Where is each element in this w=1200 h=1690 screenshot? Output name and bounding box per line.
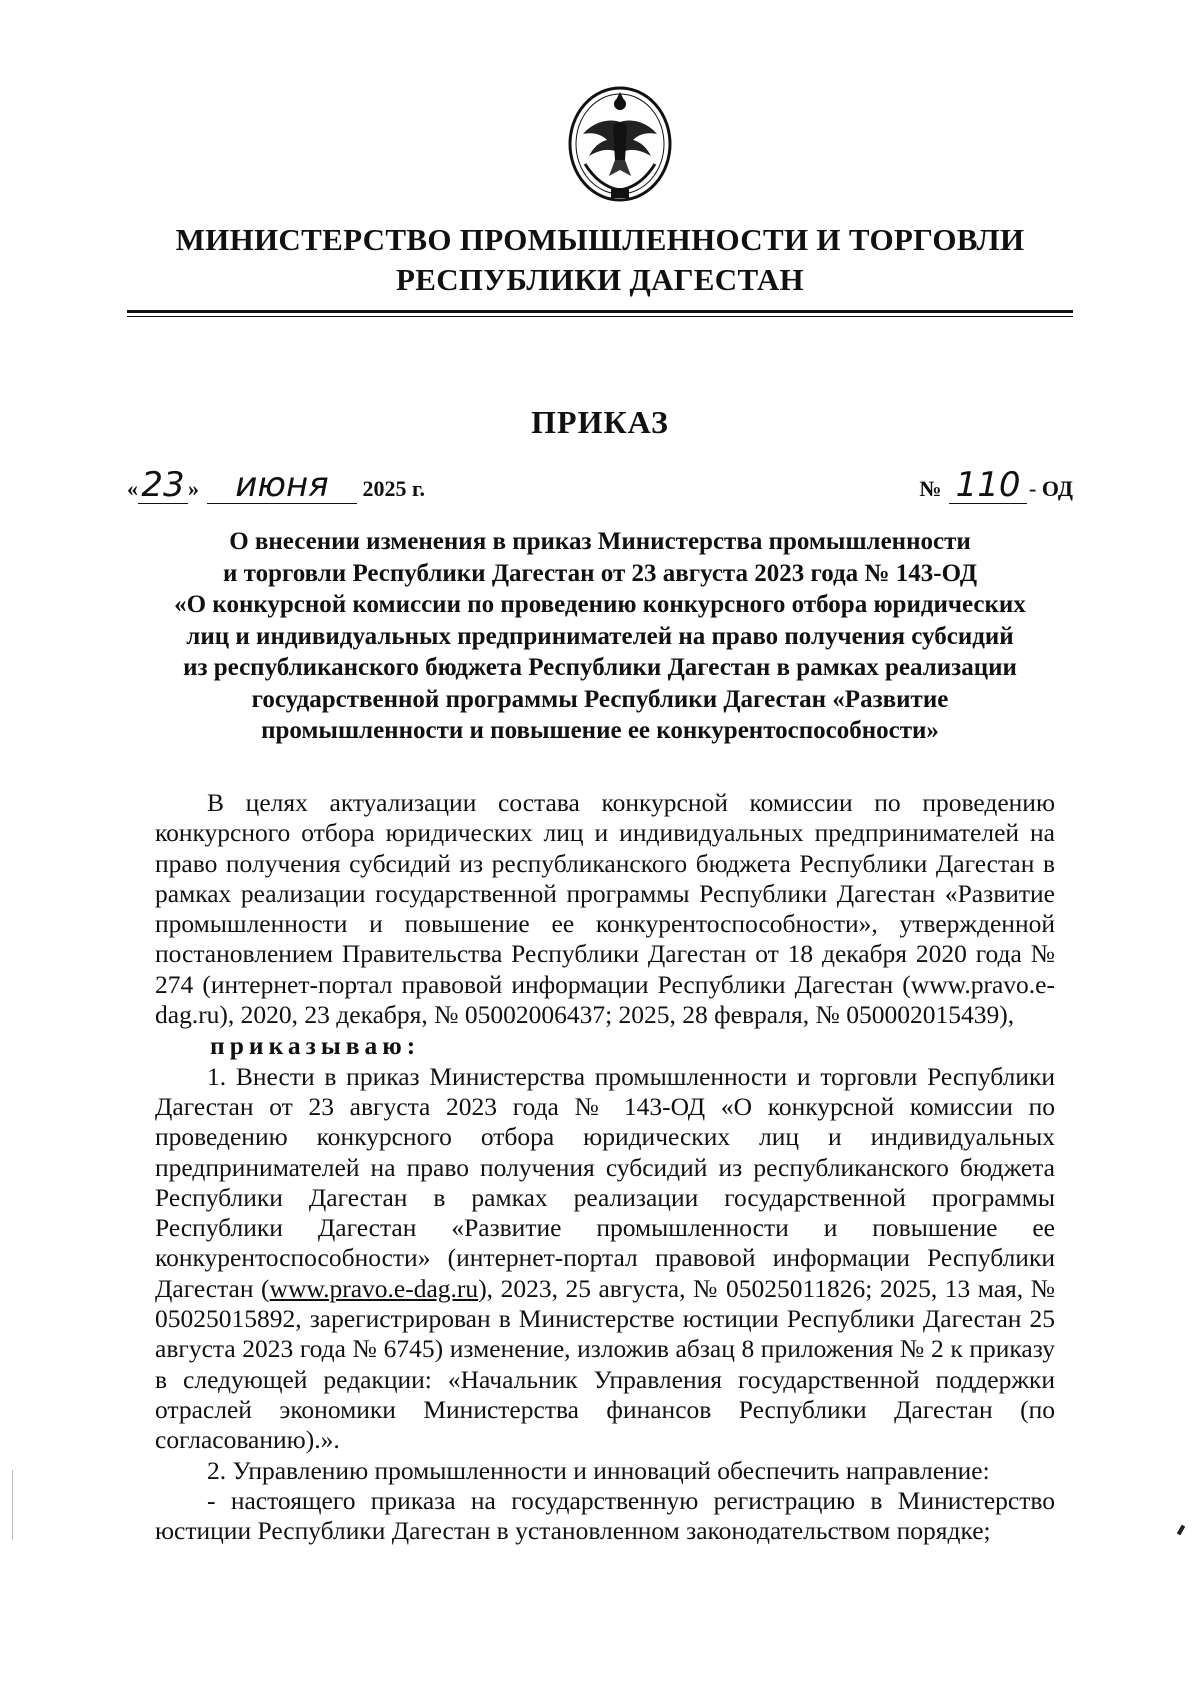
ministry-name <box>120 220 1080 300</box>
pen-mark <box>1177 1525 1185 1536</box>
item-2-paragraph: 2. Управлению промышленности и инноваций обеспечить направление: <box>207 1455 990 1485</box>
order-date <box>127 467 425 504</box>
ministry-name-line1: МИНИСТЕРСТВО ПРОМЫШЛЕННОСТИ И ТОРГОВЛИ <box>175 222 1025 257</box>
handwritten-day: 23 <box>138 467 188 504</box>
dagestan-coat-of-arms-icon <box>565 84 675 208</box>
order-heading <box>150 526 1050 747</box>
heading-line: промышленности и повышение ее конкурентоспособности» <box>261 717 939 744</box>
order-body <box>155 788 1055 1546</box>
order-number-suffix: - ОД <box>1029 476 1073 501</box>
scan-margin-mark <box>12 1470 13 1540</box>
order-number-prefix: № <box>919 476 942 501</box>
pravo-portal-link[interactable]: www.pravo.e-dag.ru <box>269 1273 479 1303</box>
handwritten-month: июня <box>207 467 357 504</box>
order-title: ПРИКАЗ <box>531 404 669 440</box>
date-quote-open: « <box>127 476 138 501</box>
handwritten-order-number: 110 <box>949 467 1027 504</box>
order-word: приказываю: <box>210 1031 421 1061</box>
header-rule <box>127 310 1073 313</box>
order-year: 2025 г. <box>362 476 426 501</box>
item-1-text-cont: ), 2023, 25 августа, № 05025011826; 2025, 13 мая, № 05025015892, зарегистрирован в Министерстве юстиции Республики Дагестан 25 августа 2023 года № 6745) изменение, изложив абзац 8 приложения № 2 к приказу в следующей редакции: «Начальник Управления государственной поддержки отраслей экономики Министерства финансов Республики Дагестан (по согласованию).». <box>155 1273 1055 1455</box>
heading-line: О внесении изменения в приказ Министерства промышленности <box>229 528 971 555</box>
heading-line: и торговли Республики Дагестан от 23 августа 2023 года № 143-ОД <box>222 559 978 587</box>
item-1-paragraph <box>155 1062 1055 1456</box>
heading-line: из республиканского бюджета Республики Дагестан в рамках реализации <box>183 654 1017 681</box>
date-quote-close: » <box>188 476 199 501</box>
item-2-bullet-1: - настоящего приказа на государственную регистрацию в Министерство юстиции Республики Дагестан в установленном законодательством порядке; <box>155 1485 1055 1546</box>
order-number <box>919 467 1073 504</box>
order-date-number-line <box>127 460 1073 510</box>
preamble-paragraph: В целях актуализации состава конкурсной комиссии по проведению конкурсного отбора юридических лиц и индивидуальных предпринимателей на право получения субсидий из республиканского бюджета Республики Дагестан в рамках реализации государственной программы Республики Дагестан «Развитие промышленности и повышение ее конкурентоспособности», утвержденной постановлением Правительства Республики Дагестан от 18 декабря 2020 года № 274 (интернет-портал правовой информации Республики Дагестан (www.pravo.e-dag.ru), 2020, 23 декабря, № 05002006437; 2025, 28 февраля, № 050002015439), <box>155 788 1055 1030</box>
heading-line: лиц и индивидуальных предпринимателей на право получения субсидий <box>186 622 1014 650</box>
ministry-name-line2: РЕСПУБЛИКИ ДАГЕСТАН <box>396 262 804 297</box>
header-rule-thin <box>127 316 1073 317</box>
heading-line: государственной программы Республики Дагестан «Развитие <box>251 685 949 713</box>
heading-line: «О конкурсной комиссии по проведению конкурсного отбора юридических <box>174 591 1026 618</box>
item-1-text: 1. Внести в приказ Министерства промышленности и торговли Республики Дагестан от 23 августа 2023 года № 143-ОД «О конкурсной комиссии по проведению конкурсного отбора юридических лиц и индивидуальных предпринимателей на право получения субсидий из республиканского бюджета Республики Дагестан в рамках реализации государственной программы Республики Дагестан «Развитие промышленности и повышение ее конкурентоспособности» (интернет-портал правовой информации Республики Дагестан ( <box>155 1061 1055 1303</box>
